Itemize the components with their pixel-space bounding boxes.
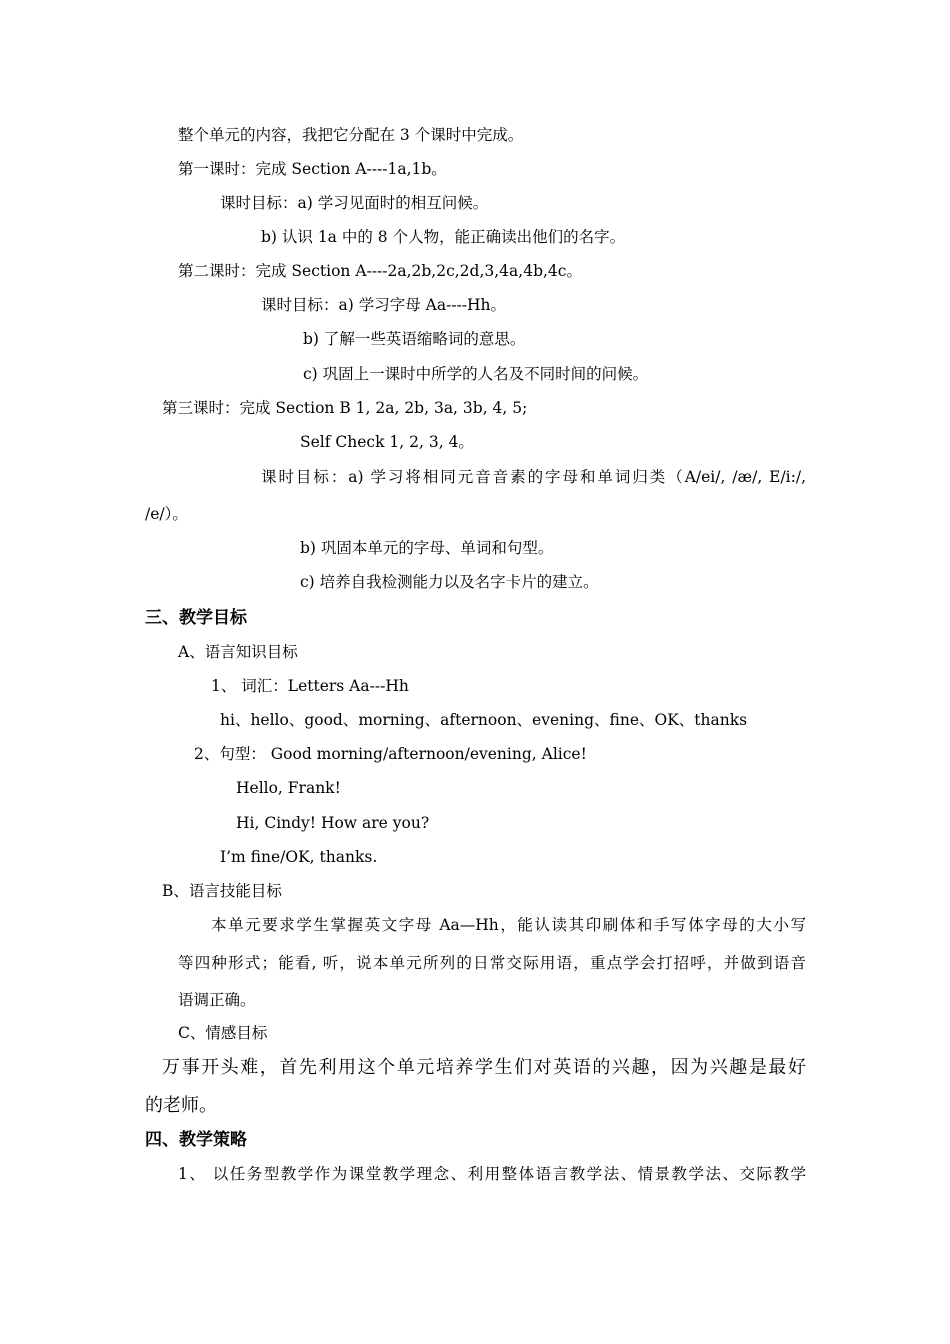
text-line: c) 巩固上一课时中所学的人名及不同时间的问候。 <box>303 365 649 383</box>
text-line: 第三课时：完成 Section B 1, 2a, 2b, 3a, 3b, 4, 5; <box>162 399 528 417</box>
text-line: c) 培养自我检测能力以及名字卡片的建立。 <box>300 573 599 591</box>
text-line: 等四种形式；能看, 听，说本单元所列的日常交际用语，重点学会打招呼，并做到语音 <box>178 954 806 972</box>
text-line: 课时目标：a) 学习见面时的相互问候。 <box>220 194 489 212</box>
text-line: hi、hello、good、morning、afternoon、evening、fine、OK、thanks <box>220 711 748 729</box>
text-line: Hello, Frank! <box>236 779 341 797</box>
text-line: C、情感目标 <box>178 1024 268 1042</box>
text-line: b) 巩固本单元的字母、单词和句型。 <box>300 539 554 557</box>
text-line: 语调正确。 <box>178 991 256 1009</box>
text-line: Hi, Cindy! How are you? <box>236 814 430 832</box>
text-line: 课时目标：a) 学习将相同元音音素的字母和单词归类（A/ei/, /æ/, E/i:/, <box>261 468 806 486</box>
text-line: 2、句型： Good morning/afternoon/evening, Alice! <box>194 745 587 763</box>
text-line: 1、 以任务型教学作为课堂教学理念、利用整体语言教学法、情景教学法、交际教学 <box>178 1165 806 1183</box>
text-line: b) 了解一些英语缩略词的意思。 <box>303 330 526 348</box>
text-line: 第一课时：完成 Section A----1a,1b。 <box>178 160 447 178</box>
text-line: 本单元要求学生掌握英文字母 Aa—Hh，能认读其印刷体和手写体字母的大小写 <box>211 916 806 934</box>
text-line: Self Check 1, 2, 3, 4。 <box>300 433 474 451</box>
text-line: 万事开头难，首先利用这个单元培养学生们对英语的兴趣，因为兴趣是最好 <box>162 1057 806 1078</box>
text-line: 的老师。 <box>145 1095 217 1116</box>
text-line: B、语言技能目标 <box>162 882 282 900</box>
text-line: 整个单元的内容，我把它分配在 3 个课时中完成。 <box>178 126 524 144</box>
text-line: 课时目标：a) 学习字母 Aa----Hh。 <box>261 296 507 314</box>
text-line: I’m fine/OK, thanks. <box>220 848 378 866</box>
text-line: /e/）。 <box>145 505 188 523</box>
text-line: 第二课时：完成 Section A----2a,2b,2c,2d,3,4a,4b,4c。 <box>178 262 582 280</box>
text-line: b) 认识 1a 中的 8 个人物，能正确读出他们的名字。 <box>261 228 626 246</box>
section-heading: 四、教学策略 <box>145 1130 247 1150</box>
text-line: 1、 词汇：Letters Aa---Hh <box>211 677 409 695</box>
section-heading: 三、教学目标 <box>145 608 247 628</box>
text-line: A、语言知识目标 <box>178 643 298 661</box>
